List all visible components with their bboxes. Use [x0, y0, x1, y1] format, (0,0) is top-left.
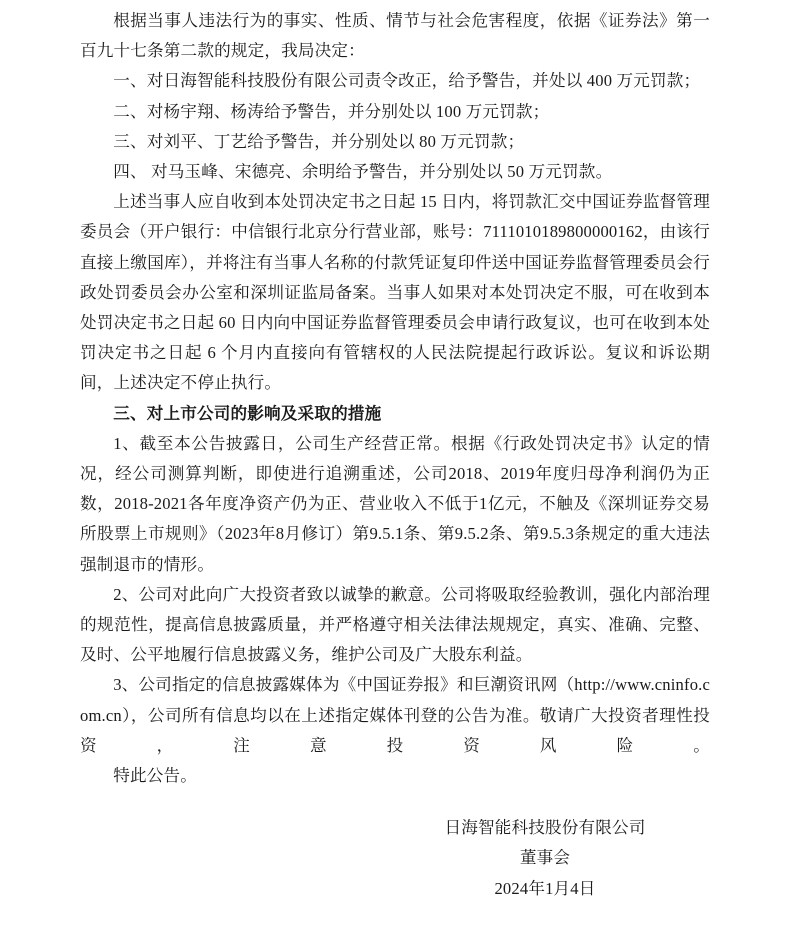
paragraph-payment-and-appeal: 上述当事人应自收到本处罚决定书之日起 15 日内，将罚款汇交中国证券监督管理委员会（开户银行：中信银行北京分行营业部，账号：7111010189800000162，由该行直接上缴国库），并将注有当事人名称的付款凭证复印件送中国证券监督管理委员会行政处罚委员会办公室和深圳证监局备案。当事人如果对本处罚决定不服，可在收到本处罚决定书之日起 60 日内向中国证券监督管理委员会申请行政复议，也可在收到本处罚决定书之日起 6 个月内直接向有管辖权的人民法院提起行政诉讼。复议和诉讼期间，上述决定不停止执行。: [80, 192, 710, 393]
paragraph-closing-notice: 特此公告。: [113, 766, 197, 786]
penalty-item-3: 三、对刘平、丁艺给予警告，并分别处以 80 万元罚款；: [113, 131, 525, 151]
penalty-item-1: 一、对日海智能科技股份有限公司责令改正，给予警告，并处以 400 万元罚款；: [113, 71, 701, 91]
paragraph-measure-1: 1、截至本公告披露日，公司生产经营正常。根据《行政处罚决定书》认定的情况，经公司测算判断，即使进行追溯重述，公司2018、2019年度归母净利润仍为正数，2018-2021各年度净资产仍为正、营业收入不低于1亿元，不触及《深圳证券交易所股票上市规则》（2023年8月修订）第9.5.1条、第9.5.2条、第9.5.3条规定的重大违法强制退市的情形。: [80, 433, 710, 574]
signature-date: 2024年1月4日: [494, 878, 596, 898]
signature-board: 董事会: [519, 848, 571, 868]
signature-company-name: 日海智能科技股份有限公司: [444, 818, 646, 838]
paragraph-measure-2: 2、公司对此向广大投资者致以诚挚的歉意。公司将吸取经验教训，强化内部治理的规范性，提高信息披露质量，并严格遵守相关法律法规规定，真实、准确、完整、及时、公平地履行信息披露义务，维护公司及广大股东利益。: [80, 584, 710, 665]
section-heading-impact-and-measures: 三、对上市公司的影响及采取的措施: [113, 403, 382, 423]
document-body: [80, 6, 710, 904]
signature-block: [80, 813, 710, 904]
penalty-item-4: 四、 对马玉峰、宋德亮、余明给予警告，并分别处以 50 万元罚款。: [113, 162, 613, 182]
paragraph-intro: 根据当事人违法行为的事实、性质、情节与社会危害程度，依据《证券法》第一百九十七条第二款的规定，我局决定：: [80, 11, 710, 61]
paragraph-measure-3: 3、公司指定的信息披露媒体为《中国证券报》和巨潮资讯网（http://www.cninfo.com.cn），公司所有信息均以在上述指定媒体刊登的公告为准。敬请广大投资者理性投资，注意投资风险。: [80, 675, 710, 755]
penalty-item-2: 二、对杨宇翔、杨涛给予警告，并分别处以 100 万元罚款；: [113, 101, 550, 121]
